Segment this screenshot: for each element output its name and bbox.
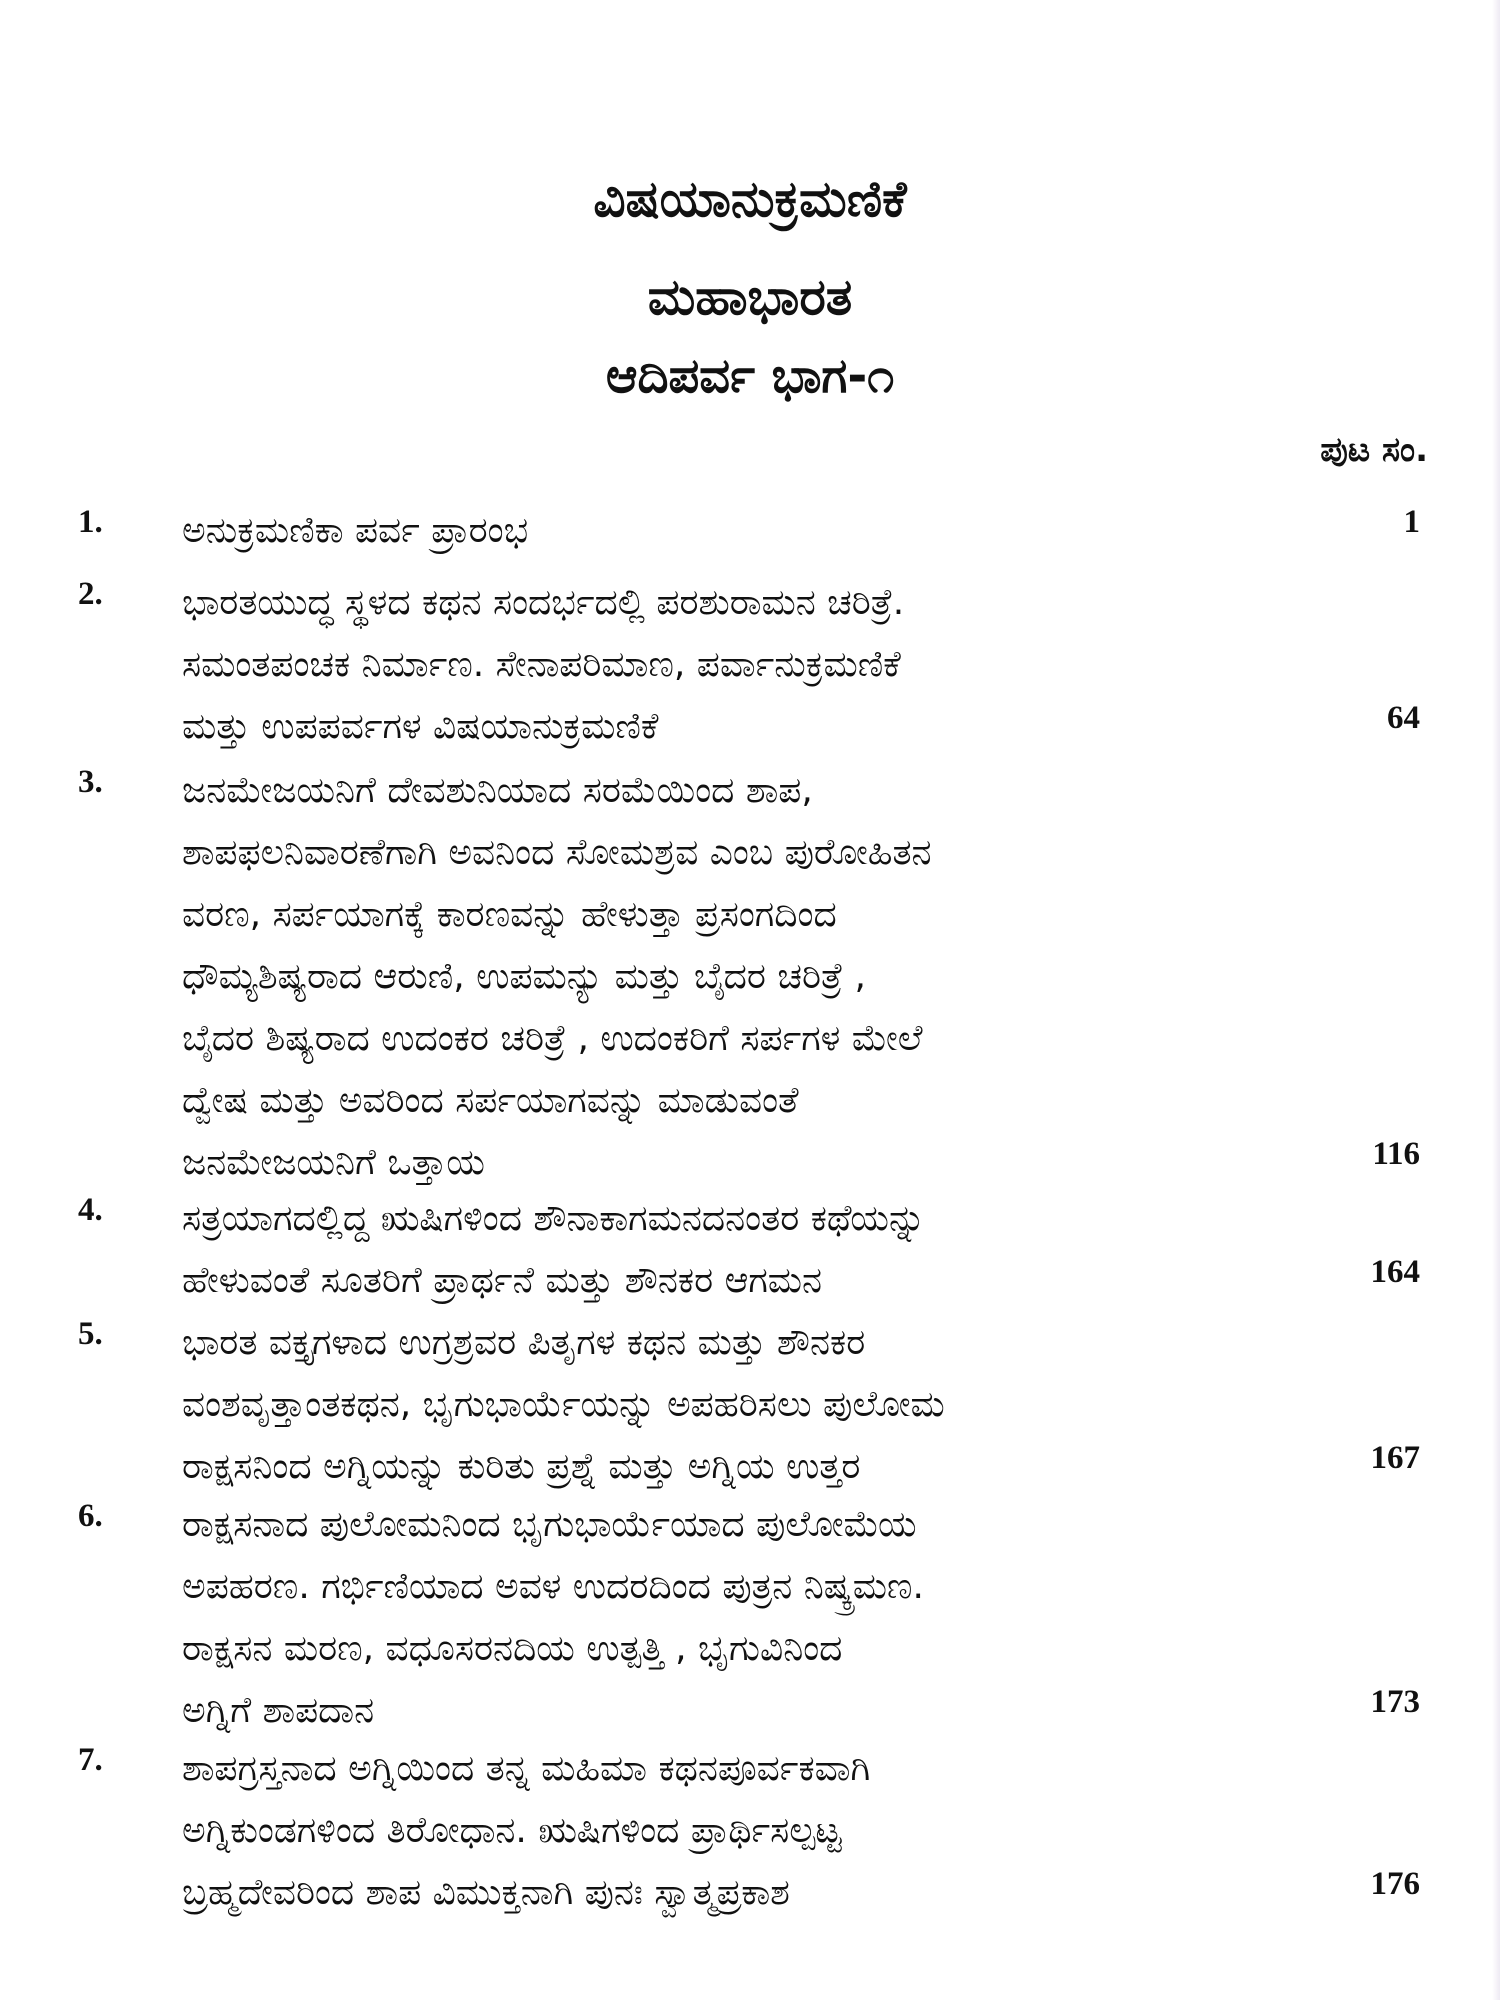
entry-line: ಶಾಪಗ್ರಸ್ತನಾದ ಅಗ್ನಿಯಿಂದ ತನ್ನ ಮಹಿಮಾ ಕಥನಪೂರ್ವಕವಾಗಿ — [182, 1748, 871, 1789]
entry-line: ವರಣ, ಸರ್ಪಯಾಗಕ್ಕೆ ಕಾರಣವನ್ನು ಹೇಳುತ್ತಾ ಪ್ರಸಂಗದಿಂದ — [182, 894, 837, 935]
entry-line: ವಂಶವೃತ್ತಾಂತಕಥನ, ಭೃಗುಭಾರ್ಯೆಯನ್ನು ಅಪಹರಿಸಲು ಪುಲೋಮ — [182, 1384, 945, 1425]
entry-line: ಭಾರತಯುದ್ಧ ಸ್ಥಳದ ಕಥನ ಸಂದರ್ಭದಲ್ಲಿ ಪರಶುರಾಮನ ಚರಿತ್ರೆ. — [182, 582, 905, 623]
entry-line: ಅಪಹರಣ. ಗರ್ಭಿಣಿಯಾದ ಅವಳ ಉದರದಿಂದ ಪುತ್ರನ ನಿಷ್ಕ್ರಮಣ. — [182, 1566, 924, 1607]
entry-line: ಮತ್ತು ಉಪಪರ್ವಗಳ ವಿಷಯಾನುಕ್ರಮಣಿಕೆ — [182, 706, 659, 747]
entry-line: ಅಗ್ನಿಗೆ ಶಾಪದಾನ — [182, 1690, 375, 1731]
page-edge-shadow — [1492, 0, 1500, 2000]
entry-page-number: 164 — [1370, 1254, 1420, 1290]
entry-line: ರಾಕ್ಷಸನ ಮರಣ, ವಧೂಸರನದಿಯ ಉತ್ಪತ್ತಿ , ಭೃಗುವಿನಿಂದ — [182, 1628, 843, 1669]
entry-text — [182, 572, 1322, 758]
entry-line: ಬ್ರಹ್ಮದೇವರಿಂದ ಶಾಪ ವಿಮುಕ್ತನಾಗಿ ಪುನಃ ಸ್ವಾತ್ಮಪ್ರಕಾಶ — [182, 1872, 790, 1913]
entry-number: 5. — [78, 1316, 103, 1352]
entry-line: ಹೇಳುವಂತೆ ಸೂತರಿಗೆ ಪ್ರಾರ್ಥನೆ ಮತ್ತು ಶೌನಕರ ಆಗಮನ — [182, 1260, 823, 1301]
entry-line: ಬೈದರ ಶಿಷ್ಯರಾದ ಉದಂಕರ ಚರಿತ್ರೆ , ಉದಂಕರಿಗೆ ಸರ್ಪಗಳ ಮೇಲೆ — [182, 1018, 923, 1059]
entry-text — [182, 500, 1322, 562]
entry-number: 1. — [78, 504, 103, 540]
book-title: ಮಹಾಭಾರತ — [647, 268, 853, 326]
entry-line: ಅಗ್ನಿಕುಂಡಗಳಿಂದ ತಿರೋಧಾನ. ಋಷಿಗಳಿಂದ ಪ್ರಾರ್ಥಿಸಲ್ಪಟ್ಟ — [182, 1810, 842, 1851]
page-number-column-label: ಪುಟ ಸಂ. — [1320, 430, 1428, 470]
entry-page-number: 173 — [1370, 1684, 1420, 1720]
entry-number: 4. — [78, 1192, 103, 1228]
entry-page-number: 64 — [1387, 700, 1420, 736]
entry-number: 2. — [78, 576, 103, 612]
entry-text — [182, 1494, 1322, 1742]
entry-text — [182, 760, 1322, 1194]
entry-line: ಜನಮೇಜಯನಿಗೆ ದೇವಶುನಿಯಾದ ಸರಮೆಯಿಂದ ಶಾಪ, — [182, 770, 813, 811]
entry-line: ಶಾಪಫಲನಿವಾರಣೆಗಾಗಿ ಅವನಿಂದ ಸೋಮಶ್ರವ ಎಂಬ ಪುರೋಹಿತನ — [182, 832, 932, 873]
entry-line: ರಾಕ್ಷಸನಿಂದ ಅಗ್ನಿಯನ್ನು ಕುರಿತು ಪ್ರಶ್ನೆ ಮತ್ತು ಅಗ್ನಿಯ ಉತ್ತರ — [182, 1446, 861, 1487]
page-title: ವಿಷಯಾನುಕ್ರಮಣಿಕೆ — [593, 170, 907, 228]
entry-line: ಧೌಮ್ಯಶಿಷ್ಯರಾದ ಆರುಣಿ, ಉಪಮನ್ಯು ಮತ್ತು ಬೈದರ ಚರಿತ್ರೆ , — [182, 956, 866, 997]
entry-text — [182, 1738, 1322, 1924]
entry-line: ಸಮಂತಪಂಚಕ ನಿರ್ಮಾಣ. ಸೇನಾಪರಿಮಾಣ, ಪರ್ವಾನುಕ್ರಮಣಿಕೆ — [182, 644, 901, 685]
part-title: ಆದಿಪರ್ವ ಭಾಗ-೧ — [605, 348, 895, 404]
entry-page-number: 1 — [1403, 504, 1420, 540]
entry-line: ಭಾರತ ವಕ್ತೃಗಳಾದ ಉಗ್ರಶ್ರವರ ಪಿತೃಗಳ ಕಥನ ಮತ್ತು ಶೌನಕರ — [182, 1322, 866, 1363]
entry-page-number: 176 — [1370, 1866, 1420, 1902]
entry-page-number: 167 — [1370, 1440, 1420, 1476]
entry-text — [182, 1312, 1322, 1498]
entry-line: ಸತ್ರಯಾಗದಲ್ಲಿದ್ದ ಋಷಿಗಳಿಂದ ಶೌನಾಕಾಗಮನದನಂತರ ಕಥೆಯನ್ನು — [182, 1198, 926, 1239]
entry-number: 6. — [78, 1498, 103, 1534]
entry-line: ಜನಮೇಜಯನಿಗೆ ಒತ್ತಾಯ — [182, 1142, 485, 1183]
entry-number: 3. — [78, 764, 103, 800]
entry-text — [182, 1188, 1322, 1312]
entry-number: 7. — [78, 1742, 103, 1778]
entry-line: ದ್ವೇಷ ಮತ್ತು ಅವರಿಂದ ಸರ್ಪಯಾಗವನ್ನು ಮಾಡುವಂತೆ — [182, 1080, 799, 1121]
entry-line: ಅನುಕ್ರಮಣಿಕಾ ಪರ್ವ ಪ್ರಾರಂಭ — [182, 510, 529, 551]
entry-line: ರಾಕ್ಷಸನಾದ ಪುಲೋಮನಿಂದ ಭೃಗುಭಾರ್ಯೆಯಾದ ಪುಲೋಮೆಯ — [182, 1504, 917, 1545]
entry-page-number: 116 — [1372, 1136, 1420, 1172]
